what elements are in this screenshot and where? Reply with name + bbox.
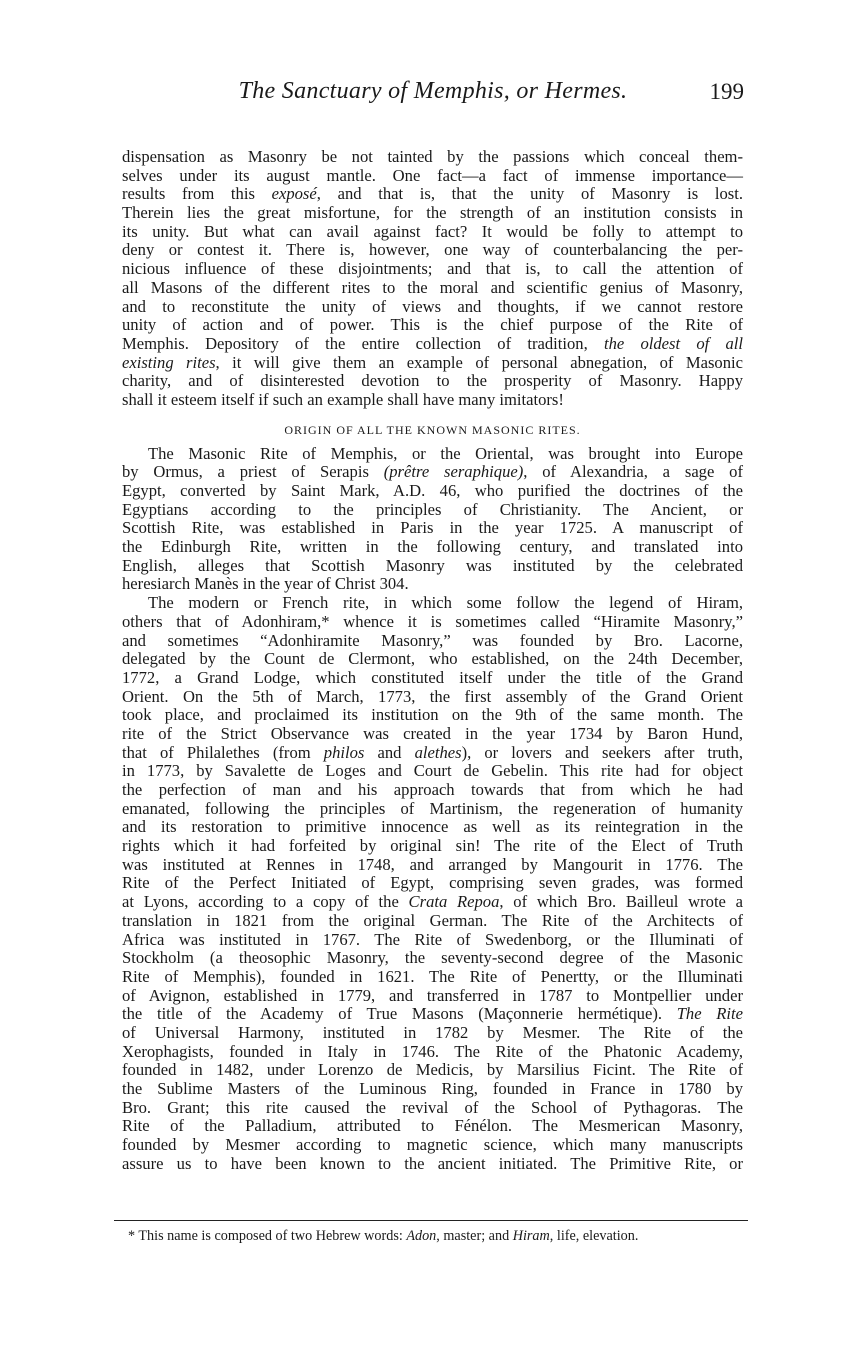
text-line: of Universal Harmony, instituted in 1782 by Mesmer. The Rite of the <box>122 1022 743 1042</box>
text-line: and its restoration to primitive innocence as well as its reintegration in the <box>122 817 743 837</box>
text-line: deny or contest it. There is, however, one way of counterbalancing the per- <box>122 240 743 260</box>
footnote-term-adon: Adon <box>406 1228 437 1244</box>
text-line: results from this exposé, and that is, that the unity of Masonry is lost. <box>122 184 744 204</box>
paragraph-french-rite <box>122 594 743 1173</box>
text-line: unity of action and of power. This is the chief purpose of the Rite of <box>122 315 743 335</box>
text-line: charity, and of disinterested devotion to the prosperity of Masonry. Happy <box>122 371 743 391</box>
text-line: rite of the Strict Observance was created in the year 1734 by Baron Hund, <box>122 723 743 743</box>
text-line: The modern or French rite, in which some follow the legend of Hiram, <box>148 593 743 613</box>
text-line: Scottish Rite, was established in Paris in the year 1725. A manuscript of <box>122 518 743 538</box>
footnote-marker: * <box>128 1228 136 1244</box>
running-title: The Sanctuary of Memphis, or Hermes. <box>238 78 628 104</box>
text-line: Egyptians according to the principles of Christianity. The Ancient, or <box>122 499 743 519</box>
text-line: others that of Adonhiram,* whence it is sometimes called “Hiramite Masonry,” <box>122 611 743 631</box>
text-line: founded by Mesmer according to magnetic science, which many manuscripts <box>122 1135 743 1155</box>
text-line: the perfection of man and his approach towards that from which he had <box>122 780 743 799</box>
text-line: at Lyons, according to a copy of the Crata Repoa, of which Bro. Bailleul wrote a <box>122 892 744 912</box>
text-line: Orient. On the 5th of March, 1773, the first assembly of the Grand Orient <box>122 686 743 706</box>
text-line: dispensation as Masonry be not tainted by the passions which conceal them- <box>122 147 743 166</box>
text-line: Rite of Memphis), founded in 1621. The Rite of Penertty, or the Illuminati <box>122 966 743 986</box>
footnote-term-hiram: Hiram <box>512 1228 550 1244</box>
text-line: emanated, following the principles of Martinism, the regeneration of humanity <box>122 798 743 818</box>
text-line: delegated by the Count de Clermont, who established, on the 24th December, <box>122 649 743 669</box>
footnote-rule <box>114 1220 748 1221</box>
text-line: the Sublime Masters of the Luminous Ring, founded in France in 1780 by <box>122 1079 743 1098</box>
text-line: Rite of the Perfect Initiated of Egypt, comprising seven grades, was formed <box>122 873 743 893</box>
text-line: was instituted at Rennes in 1748, and arranged by Mangourit in 1776. The <box>122 854 743 874</box>
text-line: shall it esteem itself if such an example shall have many imitators! <box>122 389 564 409</box>
text-line: the title of the Academy of True Masons (Maçonnerie hermétique). The Rite <box>122 1004 744 1024</box>
text-line: translation in 1821 from the original German. The Rite of the Architects of <box>122 910 743 930</box>
text-line: by Ormus, a priest of Serapis (prêtre seraphique), of Alexandria, a sage of <box>122 462 743 482</box>
text-line: existing rites, it will give them an example of personal abnegation, of Masonic <box>122 352 744 372</box>
text-line: in 1773, by Savalette de Loges and Court de Gebelin. This rite had for object <box>122 761 743 781</box>
text-line: took place, and proclaimed its institution on the 9th of the same month. The <box>122 705 743 725</box>
section-heading: ORIGIN OF ALL THE KNOWN MASONIC RITES. <box>284 422 581 437</box>
text-line: that of Philalethes (from philos and alethes), or lovers and seekers after truth, <box>122 742 743 762</box>
text-line: Bro. Grant; this rite caused the revival of the School of Pythagoras. The <box>122 1097 743 1117</box>
text-line: Egypt, converted by Saint Mark, A.D. 46, who purified the doctrines of the <box>122 481 743 500</box>
footnote-text: This name is composed of two Hebrew words: <box>138 1228 407 1244</box>
running-head <box>122 78 744 108</box>
text-line: selves under its august mantle. One fact—a fact of immense importance— <box>122 165 743 185</box>
text-line: The Masonic Rite of Memphis, or the Oriental, was brought into Europe <box>148 443 743 463</box>
text-line: Africa was instituted in 1767. The Rite of Swedenborg, or the Illuminati of <box>122 929 743 949</box>
footnote-gloss-life: , life, elevation. <box>549 1228 639 1244</box>
text-line: Xerophagists, founded in Italy in 1746. The Rite of the Phatonic Academy, <box>122 1041 743 1061</box>
text-line: English, alleges that Scottish Masonry was instituted by the celebrated <box>122 555 743 575</box>
text-line: its unity. But what can avail against fact? It would be folly to attempt to <box>122 221 743 241</box>
text-line: founded in 1482, under Lorenzo de Medicis, by Marsilius Ficint. The Rite of <box>122 1060 743 1080</box>
footnote-gloss-master: , master; and <box>436 1228 513 1244</box>
text-line: and sometimes “Adonhiramite Masonry,” was founded by Bro. Lacorne, <box>122 630 743 650</box>
text-line: assure us to have been known to the ancient initiated. The Primitive Rite, or <box>122 1153 743 1173</box>
body-text <box>122 148 743 1173</box>
paragraph-continuation <box>122 148 743 410</box>
text-line: Stockholm (a theosophic Masonry, the seventy-second degree of the Masonic <box>122 948 743 968</box>
text-line: Memphis. Depository of the entire collection of tradition, the oldest of all <box>122 333 743 353</box>
text-line: all Masons of the different rites to the moral and scientific genius of Masonry, <box>122 277 743 297</box>
text-line: the Edinburgh Rite, written in the following century, and translated into <box>122 537 743 557</box>
paragraph-origin-memphis <box>122 445 743 595</box>
text-line: heresiarch Manès in the year of Christ 304. <box>122 574 409 594</box>
footnote <box>128 1228 748 1245</box>
text-line: of Avignon, established in 1779, and transferred in 1787 to Montpellier under <box>122 985 743 1005</box>
text-line: Therein lies the great misfortune, for the strength of an institution consists in <box>122 203 743 223</box>
text-line: nicious influence of these disjointments; and that is, to call the attention of <box>122 259 743 279</box>
text-line: 1772, a Grand Lodge, which constituted itself under the title of the Grand <box>122 667 743 687</box>
text-line: Rite of the Palladium, attributed to Fénélon. The Mesmerican Masonry, <box>122 1116 743 1136</box>
text-line: rights which it had forfeited by original sin! The rite of the Elect of Truth <box>122 836 743 856</box>
page-number: 199 <box>709 79 744 104</box>
text-line: and to reconstitute the unity of views and thoughts, if we cannot restore <box>122 296 743 316</box>
